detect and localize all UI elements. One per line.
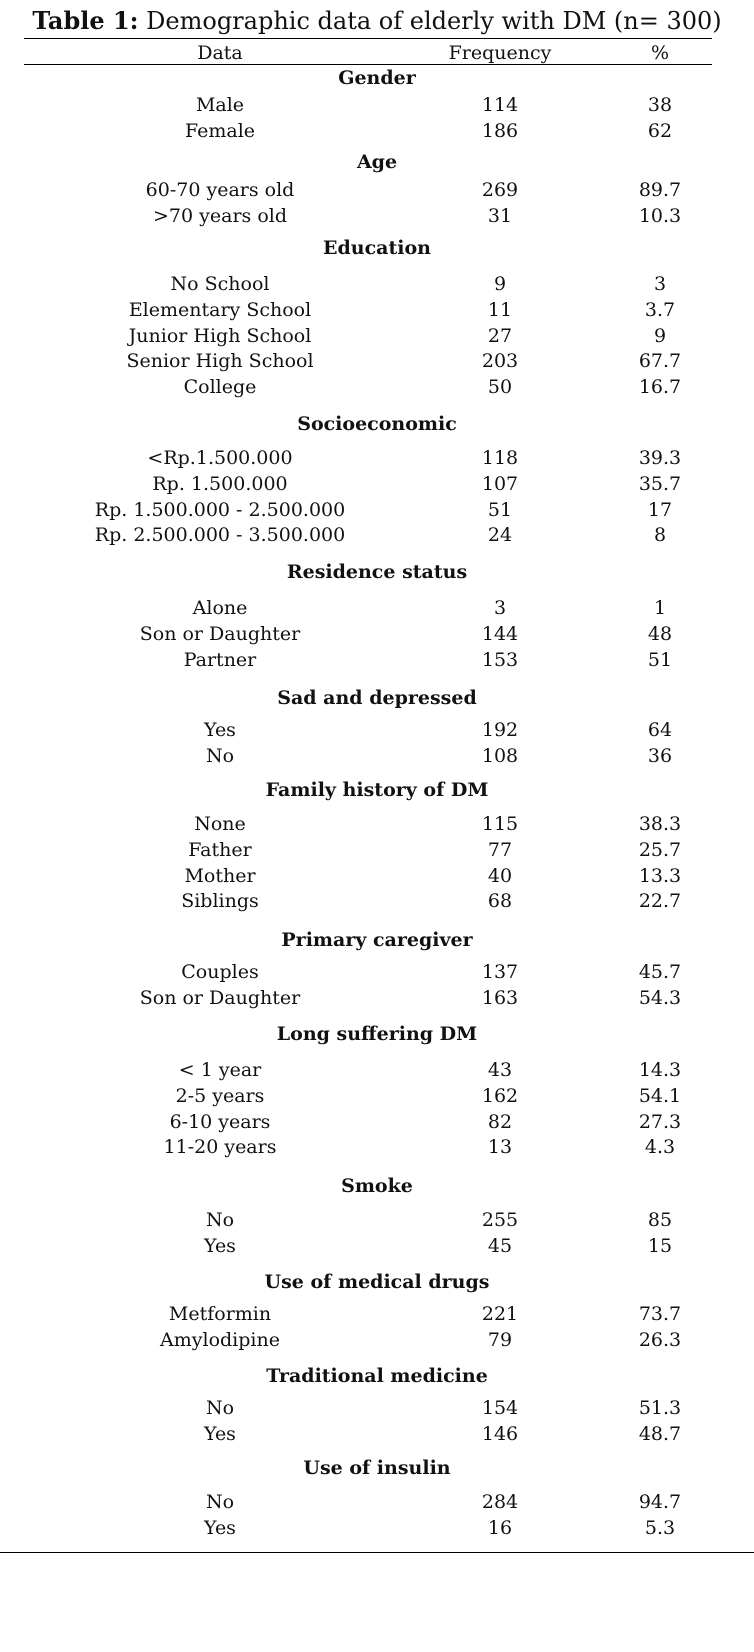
row-percent: 35.7: [638, 473, 682, 495]
row-label: 2-5 years: [175, 1085, 265, 1107]
table-row: [0, 622, 754, 646]
table-title-text: Demographic data of elderly with DM (n= 300): [138, 7, 722, 35]
row-percent: 5.3: [644, 1517, 676, 1539]
row-percent: 54.3: [638, 987, 682, 1009]
section-heading: Traditional medicine: [266, 1365, 488, 1387]
row-percent: 1: [653, 597, 667, 619]
row-percent: 54.1: [638, 1085, 682, 1107]
row-frequency: 114: [481, 94, 519, 116]
row-percent: 48.7: [638, 1423, 682, 1445]
row-frequency: 284: [481, 1491, 519, 1513]
row-frequency: 137: [481, 961, 519, 983]
row-percent: 36: [647, 745, 673, 767]
row-percent: 51: [647, 649, 673, 671]
row-frequency: 107: [481, 473, 519, 495]
row-percent: 89.7: [638, 179, 682, 201]
row-percent: 3.7: [644, 299, 676, 321]
row-percent: 14.3: [638, 1059, 682, 1081]
row-frequency: 11: [487, 299, 513, 321]
section-heading: Smoke: [341, 1175, 413, 1197]
row-percent: 8: [653, 524, 667, 546]
column-header-frequency: Frequency: [448, 42, 552, 64]
row-label: Yes: [204, 1517, 236, 1539]
row-label: < 1 year: [178, 1059, 262, 1081]
section-heading: Socioeconomic: [297, 413, 457, 435]
row-frequency: 153: [481, 649, 519, 671]
row-label: 6-10 years: [169, 1111, 271, 1133]
table-row: [0, 1084, 754, 1108]
row-label: Amylodipine: [160, 1329, 280, 1351]
row-frequency: 68: [487, 890, 513, 912]
row-label: Metformin: [168, 1303, 272, 1325]
section-heading: Gender: [338, 67, 416, 89]
row-frequency: 118: [481, 447, 519, 469]
row-frequency: 115: [481, 813, 519, 835]
table-row: [0, 986, 754, 1010]
row-frequency: 186: [481, 120, 519, 142]
row-frequency: 144: [481, 623, 519, 645]
row-percent: 22.7: [638, 890, 682, 912]
section-heading: Use of medical drugs: [264, 1271, 490, 1293]
row-frequency: 31: [487, 205, 513, 227]
section-heading: Residence status: [286, 561, 468, 583]
table-row: [0, 498, 754, 522]
row-frequency: 203: [481, 350, 519, 372]
table-row: [0, 272, 754, 296]
table-title: [0, 6, 754, 36]
table-row: [0, 1135, 754, 1159]
row-frequency: 45: [487, 1235, 513, 1257]
table-row: [0, 523, 754, 547]
row-frequency: 24: [487, 524, 513, 546]
row-percent: 73.7: [638, 1303, 682, 1325]
table-row: [0, 204, 754, 228]
row-label: Siblings: [181, 890, 259, 912]
table-row: [0, 298, 754, 322]
row-frequency: 43: [487, 1059, 513, 1081]
row-percent: 3: [653, 273, 667, 295]
row-label: Mother: [184, 865, 256, 887]
row-frequency: 162: [481, 1085, 519, 1107]
table-row: [0, 838, 754, 862]
table-row: [0, 889, 754, 913]
row-label: Junior High School: [128, 325, 312, 347]
row-percent: 62: [647, 120, 673, 142]
row-frequency: 269: [481, 179, 519, 201]
row-frequency: 108: [481, 745, 519, 767]
row-frequency: 79: [487, 1329, 513, 1351]
column-header-percent: %: [650, 42, 670, 64]
row-label: No: [205, 1397, 235, 1419]
row-percent: 38: [647, 94, 673, 116]
row-label: Yes: [204, 1235, 236, 1257]
row-label: No School: [170, 273, 270, 295]
table-row: [0, 1110, 754, 1134]
row-frequency: 163: [481, 987, 519, 1009]
row-label: Rp. 2.500.000 - 3.500.000: [94, 524, 346, 546]
section-heading: Family history of DM: [265, 779, 489, 801]
row-label: College: [183, 376, 257, 398]
table-row: [0, 349, 754, 373]
row-label: >70 years old: [153, 205, 287, 227]
column-header-data: Data: [197, 42, 243, 64]
row-frequency: 3: [493, 597, 507, 619]
table-row: [0, 1058, 754, 1082]
row-label: Son or Daughter: [139, 623, 301, 645]
row-label: Yes: [204, 1423, 236, 1445]
row-frequency: 16: [487, 1517, 513, 1539]
table-row: [0, 446, 754, 470]
row-percent: 25.7: [638, 839, 682, 861]
row-percent: 27.3: [638, 1111, 682, 1133]
row-frequency: 9: [493, 273, 507, 295]
row-percent: 16.7: [638, 376, 682, 398]
row-frequency: 82: [487, 1111, 513, 1133]
row-percent: 17: [647, 499, 673, 521]
table-row: [0, 178, 754, 202]
row-label: No: [205, 1209, 235, 1231]
row-label: Son or Daughter: [139, 987, 301, 1009]
row-percent: 67.7: [638, 350, 682, 372]
table-title-label: Table 1:: [32, 6, 139, 35]
row-frequency: 192: [481, 719, 519, 741]
row-label: Couples: [181, 961, 259, 983]
table-row: [0, 812, 754, 836]
row-percent: 85: [647, 1209, 673, 1231]
row-label: No: [205, 745, 235, 767]
row-frequency: 27: [487, 325, 513, 347]
section-heading: Use of insulin: [303, 1457, 451, 1479]
table-row: [0, 1516, 754, 1540]
row-label: 11-20 years: [163, 1136, 277, 1158]
row-percent: 15: [647, 1235, 673, 1257]
table-row: [0, 744, 754, 768]
table-row: [0, 864, 754, 888]
row-frequency: 13: [487, 1136, 513, 1158]
table-row: [0, 324, 754, 348]
row-percent: 4.3: [644, 1136, 676, 1158]
header-rule: [24, 64, 712, 65]
table-row: [0, 596, 754, 620]
row-frequency: 51: [487, 499, 513, 521]
row-label: Partner: [183, 649, 257, 671]
row-percent: 26.3: [638, 1329, 682, 1351]
row-label: Male: [195, 94, 245, 116]
row-frequency: 50: [487, 376, 513, 398]
table-row: [0, 1490, 754, 1514]
row-percent: 9: [653, 325, 667, 347]
row-label: No: [205, 1491, 235, 1513]
row-label: Father: [188, 839, 252, 861]
table-row: [0, 1302, 754, 1326]
table-row: [0, 375, 754, 399]
row-label: 60-70 years old: [145, 179, 295, 201]
row-frequency: 146: [481, 1423, 519, 1445]
row-percent: 51.3: [638, 1397, 682, 1419]
row-frequency: 40: [487, 865, 513, 887]
row-percent: 39.3: [638, 447, 682, 469]
row-label: Yes: [204, 719, 236, 741]
row-percent: 10.3: [638, 205, 682, 227]
row-percent: 94.7: [638, 1491, 682, 1513]
row-label: Elementary School: [128, 299, 312, 321]
top-rule: [24, 38, 712, 39]
section-heading: Long suffering DM: [276, 1023, 478, 1045]
row-label: Female: [184, 120, 256, 142]
row-label: Senior High School: [126, 350, 314, 372]
row-label: <Rp.1.500.000: [147, 447, 293, 469]
row-frequency: 221: [481, 1303, 519, 1325]
table-row: [0, 960, 754, 984]
table-row: [0, 119, 754, 143]
section-heading: Age: [356, 151, 398, 173]
bottom-rule: [0, 1552, 754, 1553]
table-row: [0, 1208, 754, 1232]
row-label: Alone: [192, 597, 248, 619]
row-percent: 48: [647, 623, 673, 645]
table-row: [0, 93, 754, 117]
table-row: [0, 472, 754, 496]
row-percent: 45.7: [638, 961, 682, 983]
row-frequency: 255: [481, 1209, 519, 1231]
row-frequency: 154: [481, 1397, 519, 1419]
row-percent: 64: [647, 719, 673, 741]
row-percent: 38.3: [638, 813, 682, 835]
row-label: Rp. 1.500.000 - 2.500.000: [94, 499, 346, 521]
table-row: [0, 1396, 754, 1420]
table-row: [0, 648, 754, 672]
row-label: None: [194, 813, 246, 835]
row-label: Rp. 1.500.000: [152, 473, 288, 495]
table-row: [0, 1328, 754, 1352]
section-heading: Education: [323, 237, 431, 259]
table-row: [0, 1234, 754, 1258]
row-frequency: 77: [487, 839, 513, 861]
section-heading: Primary caregiver: [281, 929, 473, 951]
row-percent: 13.3: [638, 865, 682, 887]
table-row: [0, 718, 754, 742]
section-heading: Sad and depressed: [277, 687, 477, 709]
table-row: [0, 1422, 754, 1446]
